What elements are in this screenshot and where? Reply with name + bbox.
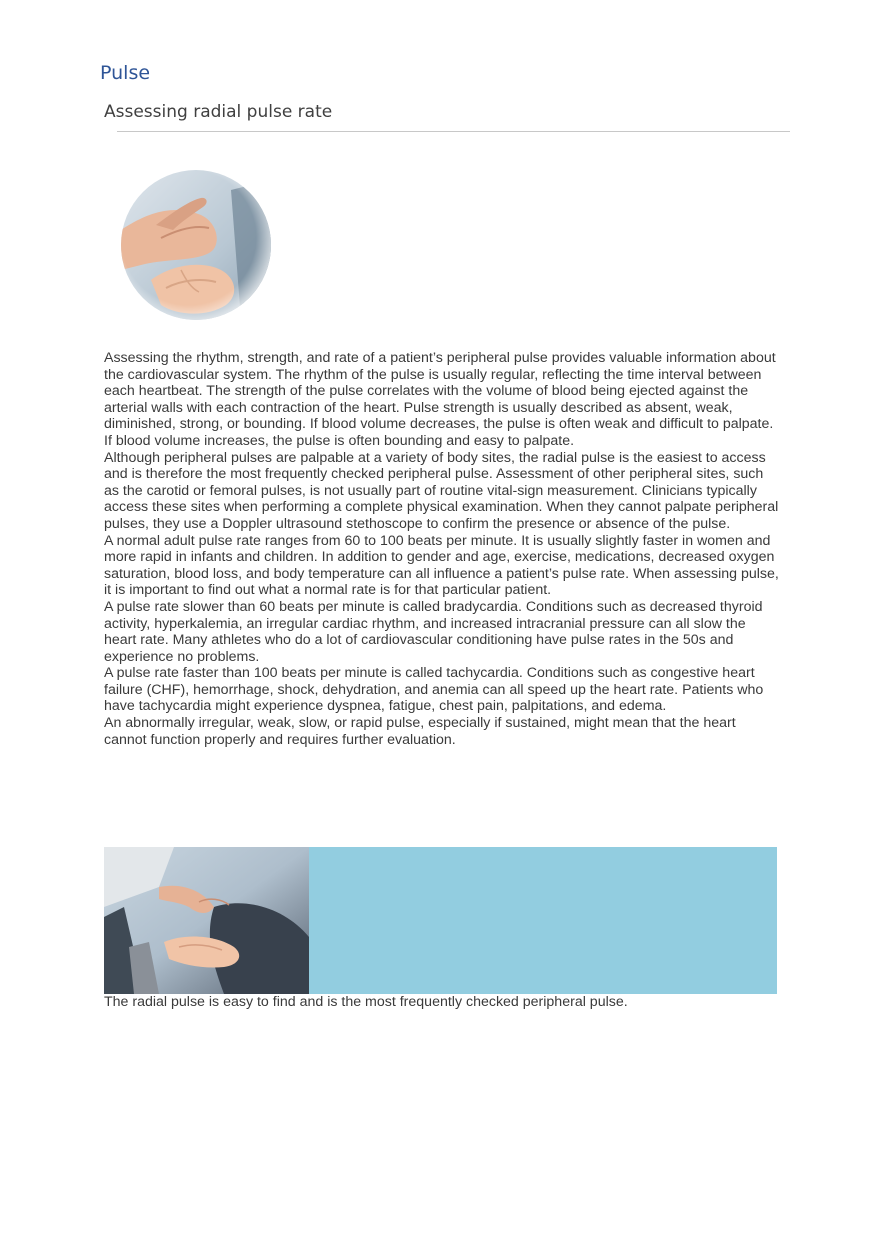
paragraph-abnormal-pulse: An abnormally irregular, weak, slow, or rapid pulse, especially if sustained, might mean that the heart cannot function properly and requires further evaluation. [104, 715, 736, 748]
paragraph-bradycardia: A pulse rate slower than 60 beats per minute is called bradycardia. Conditions such as decreased thyroid activity, hyperkalemia, an irregular cardiac rhythm, and increased intracranial pressure can all slow the heart rate. Many athletes who do a lot of cardiovascular conditioning have pulse rates in the 50s and experience no problems. [104, 598, 763, 665]
article-body [104, 350, 780, 748]
hands-pulse-circle-image [121, 170, 271, 320]
nurse-wrist-image [104, 847, 309, 994]
section-heading: Assessing radial pulse rate [104, 102, 333, 122]
heading-divider [117, 131, 790, 132]
radial-pulse-banner [104, 847, 777, 994]
paragraph-pulse-sites: Although peripheral pulses are palpable at a variety of body sites, the radial pulse is the easiest to access and is therefore the most frequently checked peripheral pulse. Assessment of other peripheral sites, such as the carotid or femoral pulses, is not usually part of routine vital-sign measurement. Clinicians typically access these sites when performing a complete physical examination. When they cannot palpate peripheral pulses, they use a Doppler ultrasound stethoscope to confirm the presence or absence of the pulse. [104, 449, 779, 532]
page-title: Pulse [100, 62, 151, 84]
image-caption: The radial pulse is easy to find and is the most frequently checked peripheral pulse. [104, 994, 628, 1010]
paragraph-pulse-overview: Assessing the rhythm, strength, and rate of a patient’s peripheral pulse provides valuable information about the cardiovascular system. The rhythm of the pulse is usually regular, reflecting the time interval between each heartbeat. The strength of the pulse correlates with the volume of blood being ejected against the arterial walls with each contraction of the heart. Pulse strength is usually described as absent, weak, diminished, strong, or bounding. If blood volume decreases, the pulse is often weak and difficult to palpate. If blood volume increases, the pulse is often bounding and easy to palpate. [104, 350, 776, 449]
paragraph-tachycardia: A pulse rate faster than 100 beats per minute is called tachycardia. Conditions such as congestive heart failure (CHF), hemorrhage, shock, dehydration, and anemia can all speed up the heart rate. Patients who have tachycardia might experience dyspnea, fatigue, chest pain, palpitations, and edema. [104, 665, 764, 715]
paragraph-normal-rate: A normal adult pulse rate ranges from 60 to 100 beats per minute. It is usually slightly faster in women and more rapid in infants and children. In addition to gender and age, exercise, medications, decreased oxygen saturation, blood loss, and body temperature can all influence a patient’s pulse rate. When assessing pulse, it is important to find out what a normal rate is for that particular patient. [104, 532, 779, 599]
